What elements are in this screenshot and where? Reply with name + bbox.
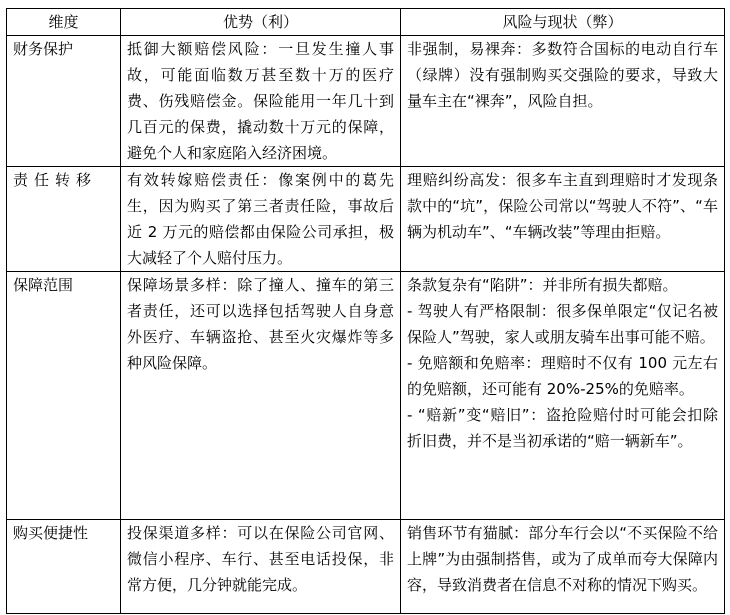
cons-text: 理赔纠纷高发：很多车主直到理赔时才发现条款中的“坑”，保险公司常以“驾驶人不符”、“车辆为机动车”、“车辆改装”等理由拒赔。 bbox=[407, 171, 718, 241]
row-dimension: 财务保护 bbox=[7, 36, 121, 167]
table-row bbox=[7, 272, 725, 520]
row-pros bbox=[121, 167, 401, 272]
table-row bbox=[7, 520, 725, 614]
cons-text: 条款复杂有“陷阱”：并非所有损失都赔。 bbox=[407, 276, 678, 294]
cons-text: 销售环节有猫腻：部分车行会以“不买保险不给上牌”为由强制搭售，或为了成单而夸大保障内容，导致消费者在信息不对称的情况下购买。 bbox=[407, 524, 718, 594]
cons-text: - 驾驶人有严格限制：很多保单限定“仅记名被保险人”驾驶，家人或朋友骑车出事可能不赔。 bbox=[407, 302, 718, 346]
row-pros bbox=[121, 520, 401, 614]
header-cons: 风险与现状（弊） bbox=[401, 9, 725, 36]
cons-text: - 免赔额和免赔率：理赔时不仅有 100 元左右的免赔额，还可能有 20%-25%的免赔率。 bbox=[407, 354, 718, 398]
row-cons bbox=[401, 36, 725, 167]
row-dimension: 购买便捷性 bbox=[7, 520, 121, 614]
row-pros bbox=[121, 36, 401, 167]
row-dimension: 保障范围 bbox=[7, 272, 121, 520]
row-cons bbox=[401, 167, 725, 272]
comparison-table bbox=[6, 8, 725, 614]
row-dimension: 责任转移 bbox=[7, 167, 121, 272]
header-dimension: 维度 bbox=[7, 9, 121, 36]
row-cons bbox=[401, 520, 725, 614]
header-pros: 优势（利） bbox=[121, 9, 401, 36]
cons-text: 非强制，易裸奔：多数符合国标的电动自行车（绿牌）没有强制购买交强险的要求，导致大量车主在“裸奔”，风险自担。 bbox=[407, 40, 718, 110]
pros-text: 抵御大额赔偿风险：一旦发生撞人事故，可能面临数万甚至数十万的医疗费、伤残赔偿金。保险能用一年几十到几百元的保费，撬动数十万元的保障，避免个人和家庭陷入经济困境。 bbox=[127, 40, 394, 162]
pros-text: 保障场景多样：除了撞人、撞车的第三者责任，还可以选择包括驾驶人自身意外医疗、车辆盗抢、甚至火灾爆炸等多种风险保障。 bbox=[127, 276, 394, 372]
table-row bbox=[7, 167, 725, 272]
pros-text: 有效转嫁赔偿责任：像案例中的葛先生，因为购买了第三者责任险，事故后近 2 万元的赔偿都由保险公司承担，极大减轻了个人赔付压力。 bbox=[127, 171, 394, 267]
row-pros bbox=[121, 272, 401, 520]
pros-text: 投保渠道多样：可以在保险公司官网、微信小程序、车行、甚至电话投保，非常方便，几分钟就能完成。 bbox=[127, 524, 394, 594]
cons-text: - “赔新”变“赔旧”：盗抢险赔付时可能会扣除折旧费，并不是当初承诺的“赔一辆新车”。 bbox=[407, 406, 718, 450]
table-row bbox=[7, 36, 725, 167]
row-cons bbox=[401, 272, 725, 520]
header-row bbox=[7, 9, 725, 36]
